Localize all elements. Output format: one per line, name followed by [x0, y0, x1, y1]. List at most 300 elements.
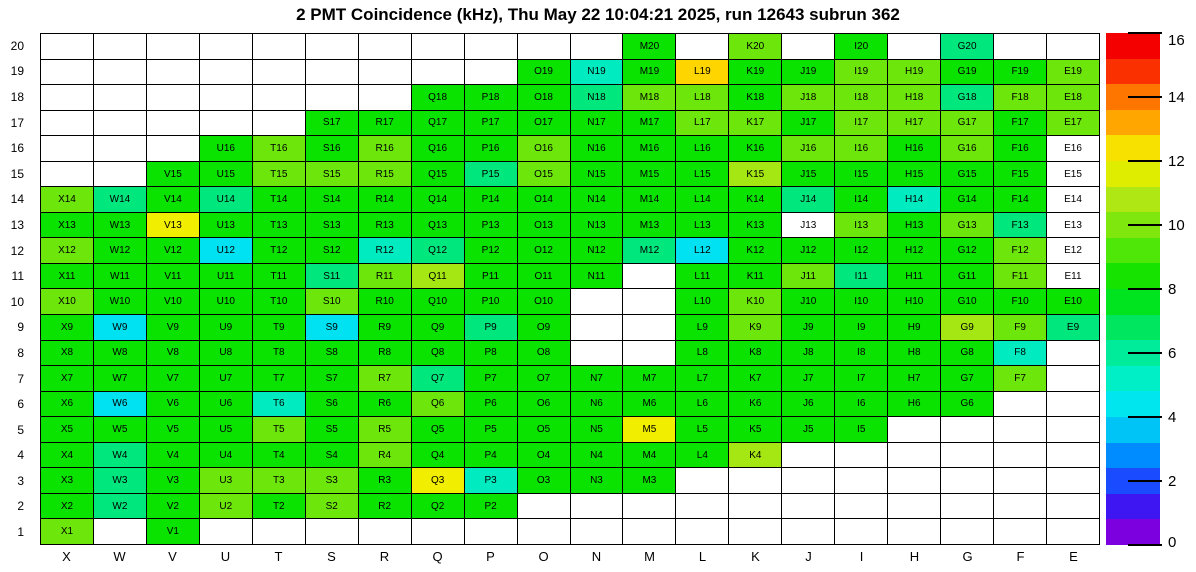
colorbar-tick [1128, 32, 1162, 34]
heatmap-cell: K13 [729, 213, 782, 239]
y-axis-labels [0, 33, 32, 545]
heatmap-cell: G20 [941, 34, 994, 60]
heatmap-cell [306, 519, 359, 545]
y-axis-tick-label: 2 [17, 499, 24, 514]
y-axis-tick-label: 11 [11, 269, 24, 284]
heatmap-cell [888, 443, 941, 469]
heatmap-cell [782, 443, 835, 469]
heatmap-cell: R2 [359, 494, 412, 520]
heatmap-cell [41, 162, 94, 188]
heatmap-cell: J17 [782, 111, 835, 137]
heatmap-cell: S6 [306, 392, 359, 418]
x-axis-tick-label: F [1016, 549, 1025, 564]
heatmap-cell: T6 [253, 392, 306, 418]
heatmap-cell: R14 [359, 187, 412, 213]
heatmap-cell: E9 [1047, 315, 1100, 341]
colorbar-tick-label: 6 [1168, 345, 1177, 362]
heatmap-cell: E15 [1047, 162, 1100, 188]
heatmap-cell: U5 [200, 417, 253, 443]
heatmap-cell: L9 [676, 315, 729, 341]
heatmap-cell [200, 34, 253, 60]
heatmap-cell [888, 417, 941, 443]
heatmap-cell: E11 [1047, 264, 1100, 290]
x-axis-tick-label: M [644, 549, 655, 564]
colorbar-band [1106, 494, 1160, 520]
heatmap-cell: V4 [147, 443, 200, 469]
heatmap-cell: K20 [729, 34, 782, 60]
heatmap-cell: X3 [41, 468, 94, 494]
colorbar-band [1106, 289, 1160, 315]
y-axis-tick-label: 18 [10, 89, 24, 104]
heatmap-cell: I15 [835, 162, 888, 188]
heatmap-cell: U12 [200, 238, 253, 264]
heatmap-cell [94, 85, 147, 111]
heatmap-cell [623, 264, 676, 290]
heatmap-cell: R15 [359, 162, 412, 188]
heatmap-cell [941, 468, 994, 494]
heatmap-cell: H14 [888, 187, 941, 213]
heatmap-cell [888, 519, 941, 545]
heatmap-cell: X14 [41, 187, 94, 213]
heatmap-cell: R17 [359, 111, 412, 137]
heatmap-cell: U6 [200, 392, 253, 418]
heatmap-cell [676, 468, 729, 494]
x-axis-tick-label: T [274, 549, 283, 564]
heatmap-cell: I6 [835, 392, 888, 418]
heatmap-cell: N15 [571, 162, 624, 188]
heatmap-cell: W14 [94, 187, 147, 213]
heatmap-cell: F11 [994, 264, 1047, 290]
heatmap-cell: M5 [623, 417, 676, 443]
heatmap-cell: M13 [623, 213, 676, 239]
heatmap-cell: L8 [676, 341, 729, 367]
colorbar-band [1106, 417, 1160, 443]
heatmap-cell: Q18 [412, 85, 465, 111]
heatmap-cell: P13 [465, 213, 518, 239]
y-axis-tick-label: 17 [10, 115, 24, 130]
heatmap-cell: F14 [994, 187, 1047, 213]
heatmap-cell: J11 [782, 264, 835, 290]
heatmap-cell: H7 [888, 366, 941, 392]
heatmap-cell: H13 [888, 213, 941, 239]
heatmap-cell: Q8 [412, 341, 465, 367]
heatmap-cell: L14 [676, 187, 729, 213]
heatmap-cell: U14 [200, 187, 253, 213]
heatmap-cell: R11 [359, 264, 412, 290]
heatmap-cell: F16 [994, 136, 1047, 162]
heatmap-cell: G6 [941, 392, 994, 418]
heatmap-cell: Q17 [412, 111, 465, 137]
heatmap-cell [306, 85, 359, 111]
heatmap-cell: Q13 [412, 213, 465, 239]
heatmap-cell: J19 [782, 60, 835, 86]
heatmap-cell: N19 [571, 60, 624, 86]
heatmap-cell: V7 [147, 366, 200, 392]
heatmap-cell [1047, 341, 1100, 367]
x-axis-labels [40, 549, 1100, 564]
heatmap-cell [41, 111, 94, 137]
x-axis-tick-label: S [327, 549, 336, 564]
heatmap-cell: O3 [518, 468, 571, 494]
heatmap-cell: L7 [676, 366, 729, 392]
heatmap-cell: V5 [147, 417, 200, 443]
heatmap-cell: O4 [518, 443, 571, 469]
heatmap-cell [94, 60, 147, 86]
heatmap-cell: U9 [200, 315, 253, 341]
colorbar-tick [1128, 352, 1162, 354]
heatmap-cell [994, 443, 1047, 469]
heatmap-cell [571, 341, 624, 367]
heatmap-cell: J6 [782, 392, 835, 418]
heatmap-cell: J15 [782, 162, 835, 188]
heatmap-cell [994, 417, 1047, 443]
heatmap-cell: W5 [94, 417, 147, 443]
x-axis-tick-label: K [751, 549, 760, 564]
heatmap-cell [729, 494, 782, 520]
heatmap-cell: G17 [941, 111, 994, 137]
colorbar-tick-label: 8 [1168, 281, 1177, 298]
heatmap-cell [1047, 519, 1100, 545]
heatmap-cell: T3 [253, 468, 306, 494]
heatmap-cell [200, 519, 253, 545]
heatmap-cell [94, 34, 147, 60]
heatmap-cell [412, 60, 465, 86]
heatmap-cell [465, 60, 518, 86]
x-axis-tick-label: J [805, 549, 812, 564]
heatmap-cell: Q5 [412, 417, 465, 443]
colorbar-tick [1128, 96, 1162, 98]
heatmap-cell [623, 494, 676, 520]
heatmap-cell: K12 [729, 238, 782, 264]
heatmap-cell: T15 [253, 162, 306, 188]
x-axis-tick-label: X [62, 549, 71, 564]
heatmap-cell: T16 [253, 136, 306, 162]
heatmap-cell: O7 [518, 366, 571, 392]
heatmap-cell: I7 [835, 366, 888, 392]
heatmap-cell: H9 [888, 315, 941, 341]
heatmap-cell: J13 [782, 213, 835, 239]
heatmap-cell: I18 [835, 85, 888, 111]
heatmap-cell: X2 [41, 494, 94, 520]
heatmap-cell: R10 [359, 289, 412, 315]
heatmap-cell [41, 34, 94, 60]
heatmap-cell [200, 85, 253, 111]
heatmap-cell: S8 [306, 341, 359, 367]
heatmap-cell: Q7 [412, 366, 465, 392]
heatmap-cell: R7 [359, 366, 412, 392]
colorbar-band [1106, 391, 1160, 417]
heatmap-cell [465, 519, 518, 545]
heatmap-cell [147, 85, 200, 111]
heatmap-cell [623, 315, 676, 341]
heatmap-cell [835, 519, 888, 545]
heatmap-cell [676, 494, 729, 520]
heatmap-cell: F7 [994, 366, 1047, 392]
heatmap-cell: Q11 [412, 264, 465, 290]
heatmap-cell: P7 [465, 366, 518, 392]
heatmap-cell: N4 [571, 443, 624, 469]
heatmap-cell: V3 [147, 468, 200, 494]
heatmap-cell: R6 [359, 392, 412, 418]
heatmap-cell: Q9 [412, 315, 465, 341]
heatmap-cell [147, 34, 200, 60]
colorbar-band [1106, 443, 1160, 469]
heatmap-cell: Q14 [412, 187, 465, 213]
heatmap-cell: V9 [147, 315, 200, 341]
y-axis-tick-label: 10 [10, 294, 24, 309]
heatmap-cell: U8 [200, 341, 253, 367]
heatmap-cell: S15 [306, 162, 359, 188]
heatmap-cell: R16 [359, 136, 412, 162]
heatmap-cell: R3 [359, 468, 412, 494]
y-axis-tick-label: 19 [10, 64, 24, 79]
heatmap-cell: T2 [253, 494, 306, 520]
colorbar-tick-label: 2 [1168, 473, 1177, 490]
heatmap-cell [253, 519, 306, 545]
heatmap-cell [147, 111, 200, 137]
heatmap-cell [518, 34, 571, 60]
x-axis-tick-label: V [168, 549, 177, 564]
colorbar-band [1106, 161, 1160, 187]
heatmap-cell [94, 136, 147, 162]
heatmap-cell: L17 [676, 111, 729, 137]
heatmap-cell: X10 [41, 289, 94, 315]
heatmap-cell: P3 [465, 468, 518, 494]
colorbar-band [1106, 33, 1160, 59]
y-axis-tick-label: 14 [10, 192, 24, 207]
heatmap-cell: X5 [41, 417, 94, 443]
heatmap-cell [782, 519, 835, 545]
x-axis-tick-label: H [909, 549, 920, 564]
heatmap-cell [888, 494, 941, 520]
heatmap-cell: W12 [94, 238, 147, 264]
y-axis-tick-label: 13 [10, 217, 24, 232]
heatmap-cell: I13 [835, 213, 888, 239]
heatmap-cell: G12 [941, 238, 994, 264]
y-axis-tick-label: 1 [17, 525, 24, 540]
heatmap-cell [147, 136, 200, 162]
colorbar-tick-label: 0 [1168, 534, 1177, 551]
heatmap-cell: J12 [782, 238, 835, 264]
heatmap-cell: K15 [729, 162, 782, 188]
heatmap-cell [941, 494, 994, 520]
heatmap-cell: V2 [147, 494, 200, 520]
colorbar-tick [1128, 288, 1162, 290]
heatmap-cell: E12 [1047, 238, 1100, 264]
heatmap-cell: L11 [676, 264, 729, 290]
heatmap-cell: P4 [465, 443, 518, 469]
heatmap-cell: T9 [253, 315, 306, 341]
heatmap-cell: J14 [782, 187, 835, 213]
heatmap-cell: X1 [41, 519, 94, 545]
heatmap-cell: V13 [147, 213, 200, 239]
heatmap-cell: M12 [623, 238, 676, 264]
heatmap-cell: Q4 [412, 443, 465, 469]
heatmap-cell: L10 [676, 289, 729, 315]
heatmap-cell [359, 60, 412, 86]
heatmap-cell: P11 [465, 264, 518, 290]
heatmap-cell: X11 [41, 264, 94, 290]
heatmap-cell: S10 [306, 289, 359, 315]
x-axis-tick-label: I [859, 549, 864, 564]
heatmap-cell: Q10 [412, 289, 465, 315]
heatmap-cell [253, 60, 306, 86]
heatmap-cell [41, 85, 94, 111]
heatmap-cell: G8 [941, 341, 994, 367]
heatmap-cell [571, 34, 624, 60]
heatmap-cell: M18 [623, 85, 676, 111]
heatmap-cell [941, 443, 994, 469]
heatmap-cell [676, 34, 729, 60]
heatmap-cell: O8 [518, 341, 571, 367]
heatmap-cell: L5 [676, 417, 729, 443]
heatmap-cell: N3 [571, 468, 624, 494]
heatmap-cell: L18 [676, 85, 729, 111]
heatmap-cell: J7 [782, 366, 835, 392]
heatmap-cell: W13 [94, 213, 147, 239]
heatmap-cell: V6 [147, 392, 200, 418]
heatmap-cell [623, 341, 676, 367]
heatmap-cell: E18 [1047, 85, 1100, 111]
heatmap-cell: L16 [676, 136, 729, 162]
heatmap-cell: K6 [729, 392, 782, 418]
colorbar-tick-label: 14 [1168, 89, 1185, 106]
chart-title: 2 PMT Coincidence (kHz), Thu May 22 10:04:21 2025, run 12643 subrun 362 [296, 5, 900, 24]
heatmap-cell [94, 162, 147, 188]
heatmap-cell: K16 [729, 136, 782, 162]
heatmap-cell: O16 [518, 136, 571, 162]
colorbar-tick-label: 10 [1168, 217, 1185, 234]
heatmap-cell: M14 [623, 187, 676, 213]
heatmap-cell: R13 [359, 213, 412, 239]
heatmap-cell: J10 [782, 289, 835, 315]
heatmap-cell: U7 [200, 366, 253, 392]
x-axis-tick-label: L [698, 549, 707, 564]
heatmap-cell: G7 [941, 366, 994, 392]
heatmap-cell: T10 [253, 289, 306, 315]
heatmap-cell: W6 [94, 392, 147, 418]
heatmap-cell: K10 [729, 289, 782, 315]
colorbar-band [1106, 135, 1160, 161]
heatmap-cell: I11 [835, 264, 888, 290]
heatmap-cell [1047, 417, 1100, 443]
heatmap-cell: P8 [465, 341, 518, 367]
heatmap-cell: J18 [782, 85, 835, 111]
heatmap-cell: K17 [729, 111, 782, 137]
heatmap-cell: S5 [306, 417, 359, 443]
heatmap-cell: O10 [518, 289, 571, 315]
heatmap-cell: R4 [359, 443, 412, 469]
heatmap-cell: F8 [994, 341, 1047, 367]
heatmap-cell: P9 [465, 315, 518, 341]
x-axis-tick-label: E [1069, 549, 1078, 564]
heatmap-cell: P17 [465, 111, 518, 137]
colorbar-band [1106, 366, 1160, 392]
heatmap-cell: W9 [94, 315, 147, 341]
x-axis-tick-label: U [220, 549, 231, 564]
heatmap-cell: X13 [41, 213, 94, 239]
x-axis-tick-label: P [486, 549, 495, 564]
heatmap-cell: P12 [465, 238, 518, 264]
heatmap-cell [888, 34, 941, 60]
heatmap-cell: K5 [729, 417, 782, 443]
heatmap-cell [253, 34, 306, 60]
heatmap-cell [571, 494, 624, 520]
y-axis-tick-label: 7 [17, 371, 24, 386]
heatmap-cell: E19 [1047, 60, 1100, 86]
heatmap-cell: Q16 [412, 136, 465, 162]
heatmap-cell: S2 [306, 494, 359, 520]
heatmap-cell: I17 [835, 111, 888, 137]
heatmap-cell: I14 [835, 187, 888, 213]
heatmap-cell: X7 [41, 366, 94, 392]
heatmap-cell [729, 519, 782, 545]
heatmap-cell: V11 [147, 264, 200, 290]
heatmap-cell: M19 [623, 60, 676, 86]
heatmap-cell: J16 [782, 136, 835, 162]
heatmap-cell: Q15 [412, 162, 465, 188]
colorbar-tick [1128, 416, 1162, 418]
heatmap-cell: N7 [571, 366, 624, 392]
heatmap-cell: X9 [41, 315, 94, 341]
heatmap-cell [571, 289, 624, 315]
heatmap-cell: S7 [306, 366, 359, 392]
heatmap-cell: U10 [200, 289, 253, 315]
heatmap-cell: X8 [41, 341, 94, 367]
y-axis-tick-label: 5 [17, 422, 24, 437]
heatmap-cell [994, 494, 1047, 520]
heatmap-cell: H17 [888, 111, 941, 137]
heatmap-cell: T13 [253, 213, 306, 239]
heatmap-cell: P10 [465, 289, 518, 315]
heatmap-cell [1047, 366, 1100, 392]
heatmap-cell: U15 [200, 162, 253, 188]
heatmap-cell [412, 34, 465, 60]
heatmap-cell [676, 519, 729, 545]
heatmap-cell: I20 [835, 34, 888, 60]
heatmap-cell: H16 [888, 136, 941, 162]
heatmap-cell: O11 [518, 264, 571, 290]
heatmap-cell: S3 [306, 468, 359, 494]
heatmap-cell [359, 85, 412, 111]
heatmap-cell [1047, 392, 1100, 418]
colorbar-tick [1128, 160, 1162, 162]
heatmap-cell: O18 [518, 85, 571, 111]
heatmap-cell: S11 [306, 264, 359, 290]
heatmap-cell: S17 [306, 111, 359, 137]
heatmap-cell: K8 [729, 341, 782, 367]
x-axis-tick-label: O [538, 549, 549, 564]
heatmap-cell: G9 [941, 315, 994, 341]
heatmap-cell: T5 [253, 417, 306, 443]
heatmap-cell [253, 111, 306, 137]
colorbar-tick-label: 4 [1168, 409, 1177, 426]
heatmap-cell: K14 [729, 187, 782, 213]
heatmap-cell: S9 [306, 315, 359, 341]
heatmap-cell: P5 [465, 417, 518, 443]
heatmap-cell: V14 [147, 187, 200, 213]
heatmap-cell [835, 443, 888, 469]
heatmap-cell: H18 [888, 85, 941, 111]
heatmap-cell: F18 [994, 85, 1047, 111]
x-axis-tick-label: R [379, 549, 390, 564]
heatmap-cell: W2 [94, 494, 147, 520]
heatmap-cell: W7 [94, 366, 147, 392]
heatmap-cell: H15 [888, 162, 941, 188]
heatmap-cell: E13 [1047, 213, 1100, 239]
heatmap-cell [571, 315, 624, 341]
heatmap-cell [306, 34, 359, 60]
